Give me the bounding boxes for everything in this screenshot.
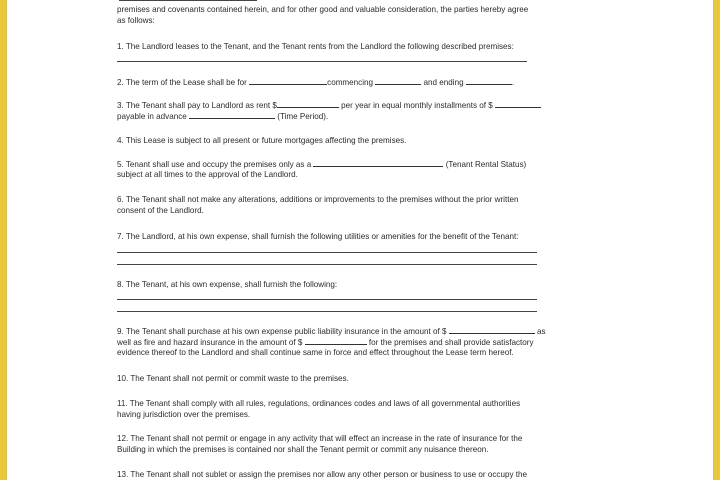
clause-7: 7. The Landlord, at his own expense, shall furnish the following utilities or amenities for the benefit of the Tenant:	[117, 232, 519, 241]
ending-blank[interactable]	[466, 76, 512, 85]
annual-rent-blank[interactable]	[277, 99, 339, 108]
clause-8-blank-line-2	[117, 311, 537, 312]
clause-3-line-1: 3. The Tenant shall pay to Landlord as rent $ per year in equal monthly installments of $	[117, 99, 617, 111]
clause-11-line-1: 11. The Tenant shall comply with all rules, regulations, ordinances codes and laws of all governmental authorities	[117, 399, 521, 408]
commencing-blank[interactable]	[375, 76, 421, 85]
clause-8: 8. The Tenant, at his own expense, shall furnish the following:	[117, 280, 338, 289]
intro-line-2: as follows:	[117, 16, 155, 25]
fire-insurance-amount-blank[interactable]	[305, 336, 367, 345]
tenant-status-blank[interactable]	[313, 158, 443, 167]
monthly-installment-blank[interactable]	[495, 99, 541, 108]
clause-4: 4. This Lease is subject to all present or future mortgages affecting the premises.	[117, 136, 407, 145]
clause-12-line-2: Building in which the premises is contained nor shall the Tenant permit or commit any nuisance thereon.	[117, 445, 489, 454]
clause-12-line-1: 12. The Tenant shall not permit or engage in any activity that will effect an increase in the rate of insurance for the	[117, 434, 523, 443]
term-blank[interactable]	[249, 76, 327, 85]
clause-3-line-2: payable in advance (Time Period).	[117, 112, 329, 121]
clause-9-line-3: evidence thereof to the Landlord and shall continue same in force and effect throughout the Lease term hereof.	[117, 348, 514, 357]
clause-11-line-2: having jurisdiction over the premises.	[117, 410, 251, 419]
clause-5-line-2: subject at all times to the approval of the Landlord.	[117, 170, 298, 179]
clipped-underline	[119, 0, 257, 1]
liability-amount-blank[interactable]	[449, 325, 535, 334]
clause-6-line-2: consent of the Landlord.	[117, 206, 204, 215]
clause-9-line-1: 9. The Tenant shall purchase at his own expense public liability insurance in the amount of $ as	[117, 327, 546, 336]
clause-1: 1. The Landlord leases to the Tenant, and the Tenant rents from the Landlord the following described premises:	[117, 42, 514, 51]
clause-8-blank-line-1	[117, 299, 537, 300]
clause-7-blank-line-2	[117, 264, 537, 265]
lease-document-page	[6, 0, 714, 480]
clause-10: 10. The Tenant shall not permit or commit waste to the premises.	[117, 374, 349, 383]
clause-2: 2. The term of the Lease shall be for commencing and ending .	[117, 78, 515, 87]
clause-13-line-1: 13. The Tenant shall not sublet or assign the premises nor allow any other person or business to use or occupy the	[117, 470, 528, 479]
intro-line-1: premises and covenants contained herein, and for other good and valuable consideration, the parties hereby agree	[117, 5, 529, 14]
clause-7-blank-line-1	[117, 252, 537, 253]
clause-1-blank-line	[117, 61, 527, 62]
clause-9-line-2: well as fire and hazard insurance in the amount of $ for the premises and shall provide satisfactory	[117, 338, 534, 347]
clause-5-line-1: 5. Tenant shall use and occupy the premises only as a (Tenant Rental Status)	[117, 160, 527, 169]
clause-6-line-1: 6. The Tenant shall not make any alterations, additions or improvements to the premises without the prior written	[117, 195, 519, 204]
time-period-blank[interactable]	[189, 110, 275, 119]
